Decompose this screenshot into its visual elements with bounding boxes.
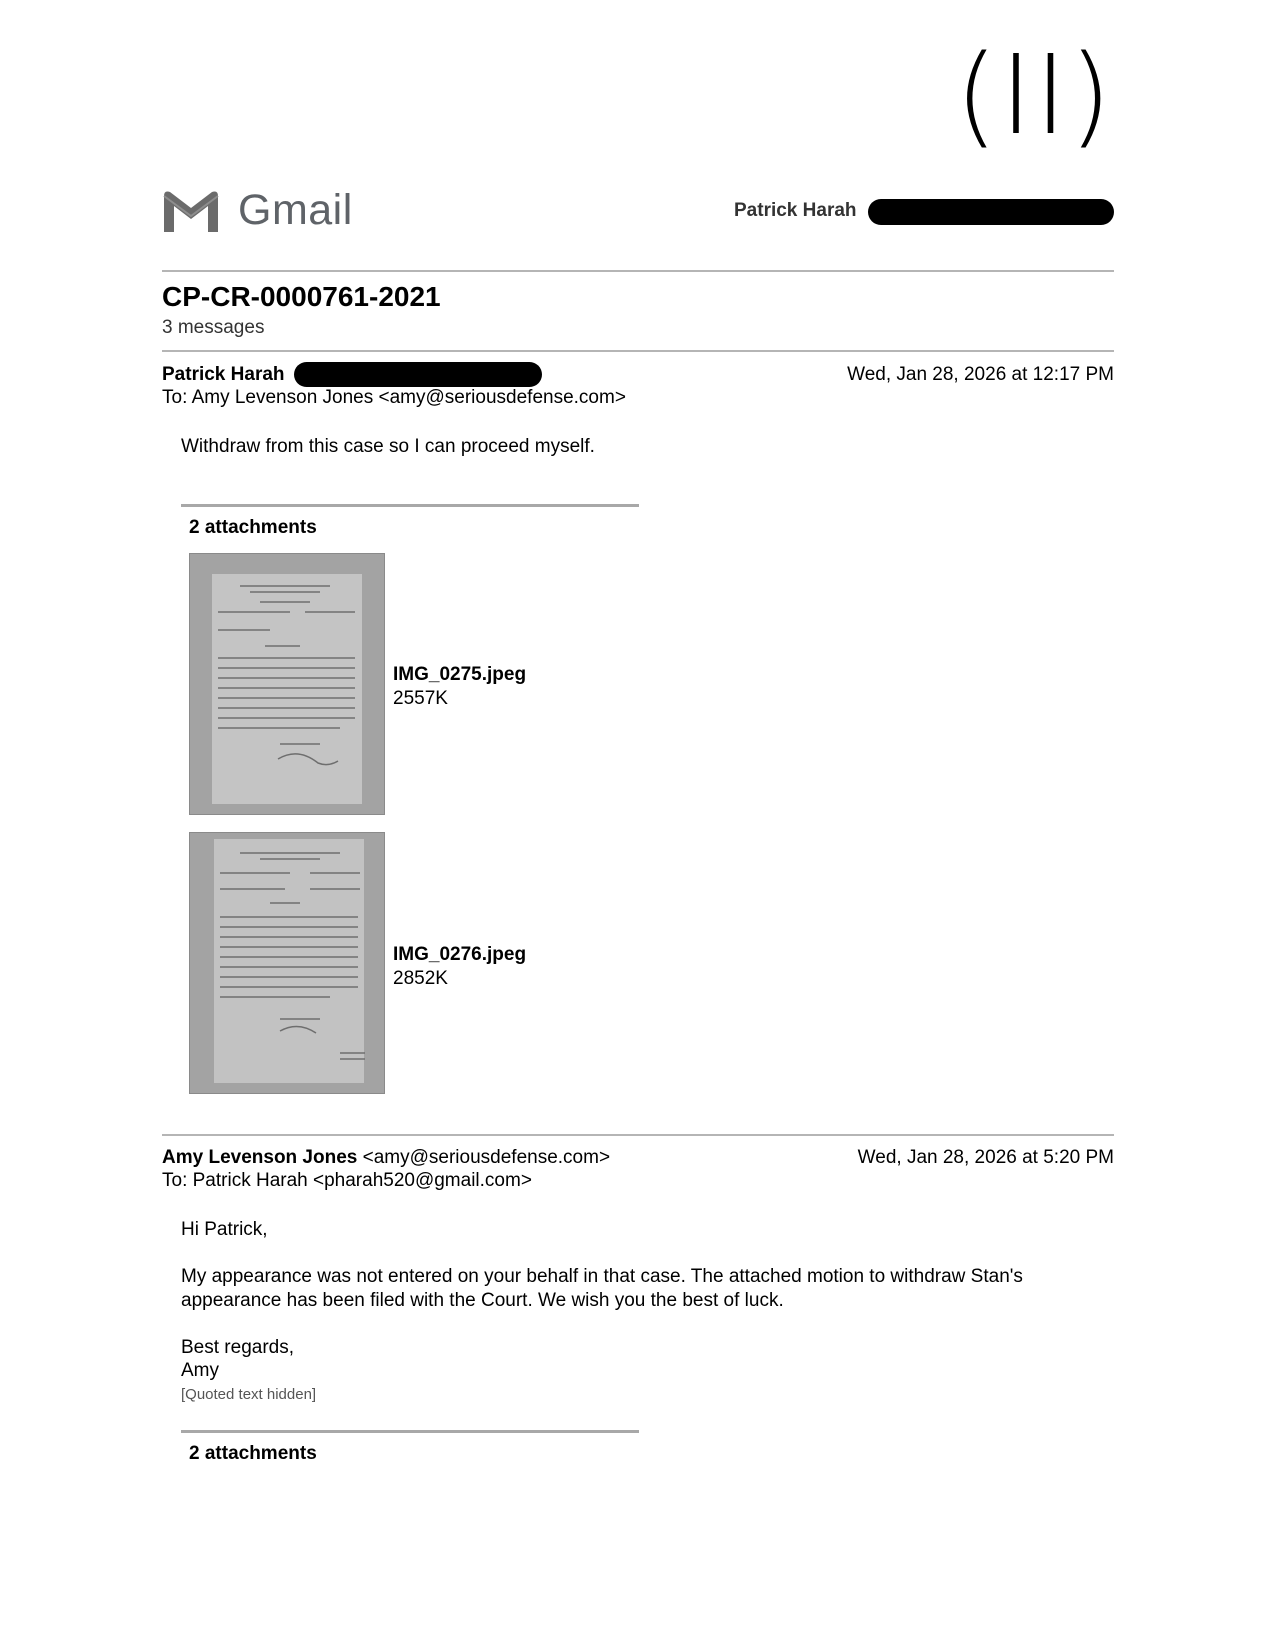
thread-subject: CP-CR-0000761-2021 — [162, 281, 441, 312]
attachment-thumbnail[interactable] — [189, 553, 385, 815]
handwritten-annotation: (II) — [955, 31, 1114, 159]
message-1-body: Withdraw from this case so I can proceed myself. — [181, 436, 595, 457]
attachment-filename[interactable]: IMG_0276.jpeg — [393, 944, 527, 965]
thread-divider — [162, 350, 1114, 352]
message-2-greeting: Hi Patrick, — [181, 1219, 268, 1240]
gmail-logo — [162, 186, 353, 235]
attachments-label: 2 attachments — [189, 517, 317, 538]
gmail-wordmark: Gmail — [238, 186, 353, 234]
message-2-recipient: To: Patrick Harah <pharah520@gmail.com> — [162, 1170, 532, 1191]
attachments-divider — [181, 1430, 639, 1433]
attachment-thumbnail[interactable] — [189, 832, 385, 1094]
message-divider — [162, 1134, 1114, 1136]
attachments-divider — [181, 504, 639, 507]
message-1-recipient: To: Amy Levenson Jones <amy@seriousdefense.com> — [162, 387, 626, 408]
message-count: 3 messages — [162, 317, 265, 338]
paragraph-line: My appearance was not entered on your behalf in that case. The attached motion to withdraw Stan's — [181, 1266, 1023, 1287]
message-1-date: Wed, Jan 28, 2026 at 12:17 PM — [847, 364, 1114, 385]
redaction-mark — [294, 362, 542, 387]
message-2-date: Wed, Jan 28, 2026 at 5:20 PM — [857, 1147, 1114, 1168]
message-2-paragraph — [181, 1265, 1023, 1313]
message-2-signature: Amy — [181, 1360, 219, 1381]
gmail-m-icon — [162, 188, 220, 234]
document-preview-icon — [190, 833, 384, 1093]
sender-name: Patrick Harah — [162, 364, 285, 385]
attachments-label: 2 attachments — [189, 1443, 317, 1464]
sender-email: <amy@seriousdefense.com> — [362, 1147, 611, 1168]
redaction-mark — [868, 199, 1114, 225]
account-name: Patrick Harah — [734, 200, 857, 221]
message-2-closing: Best regards, — [181, 1337, 294, 1358]
sender-name: Amy Levenson Jones — [162, 1147, 358, 1168]
message-2-sender — [162, 1147, 610, 1169]
message-1-sender — [162, 364, 285, 386]
attachment-size: 2557K — [393, 688, 448, 709]
attachment-size: 2852K — [393, 968, 448, 989]
document-preview-icon — [190, 554, 384, 814]
paragraph-line: appearance has been filed with the Court. We wish you the best of luck. — [181, 1290, 784, 1311]
header-divider — [162, 270, 1114, 272]
attachment-filename[interactable]: IMG_0275.jpeg — [393, 664, 527, 685]
quoted-text-toggle[interactable]: [Quoted text hidden] — [181, 1386, 317, 1403]
